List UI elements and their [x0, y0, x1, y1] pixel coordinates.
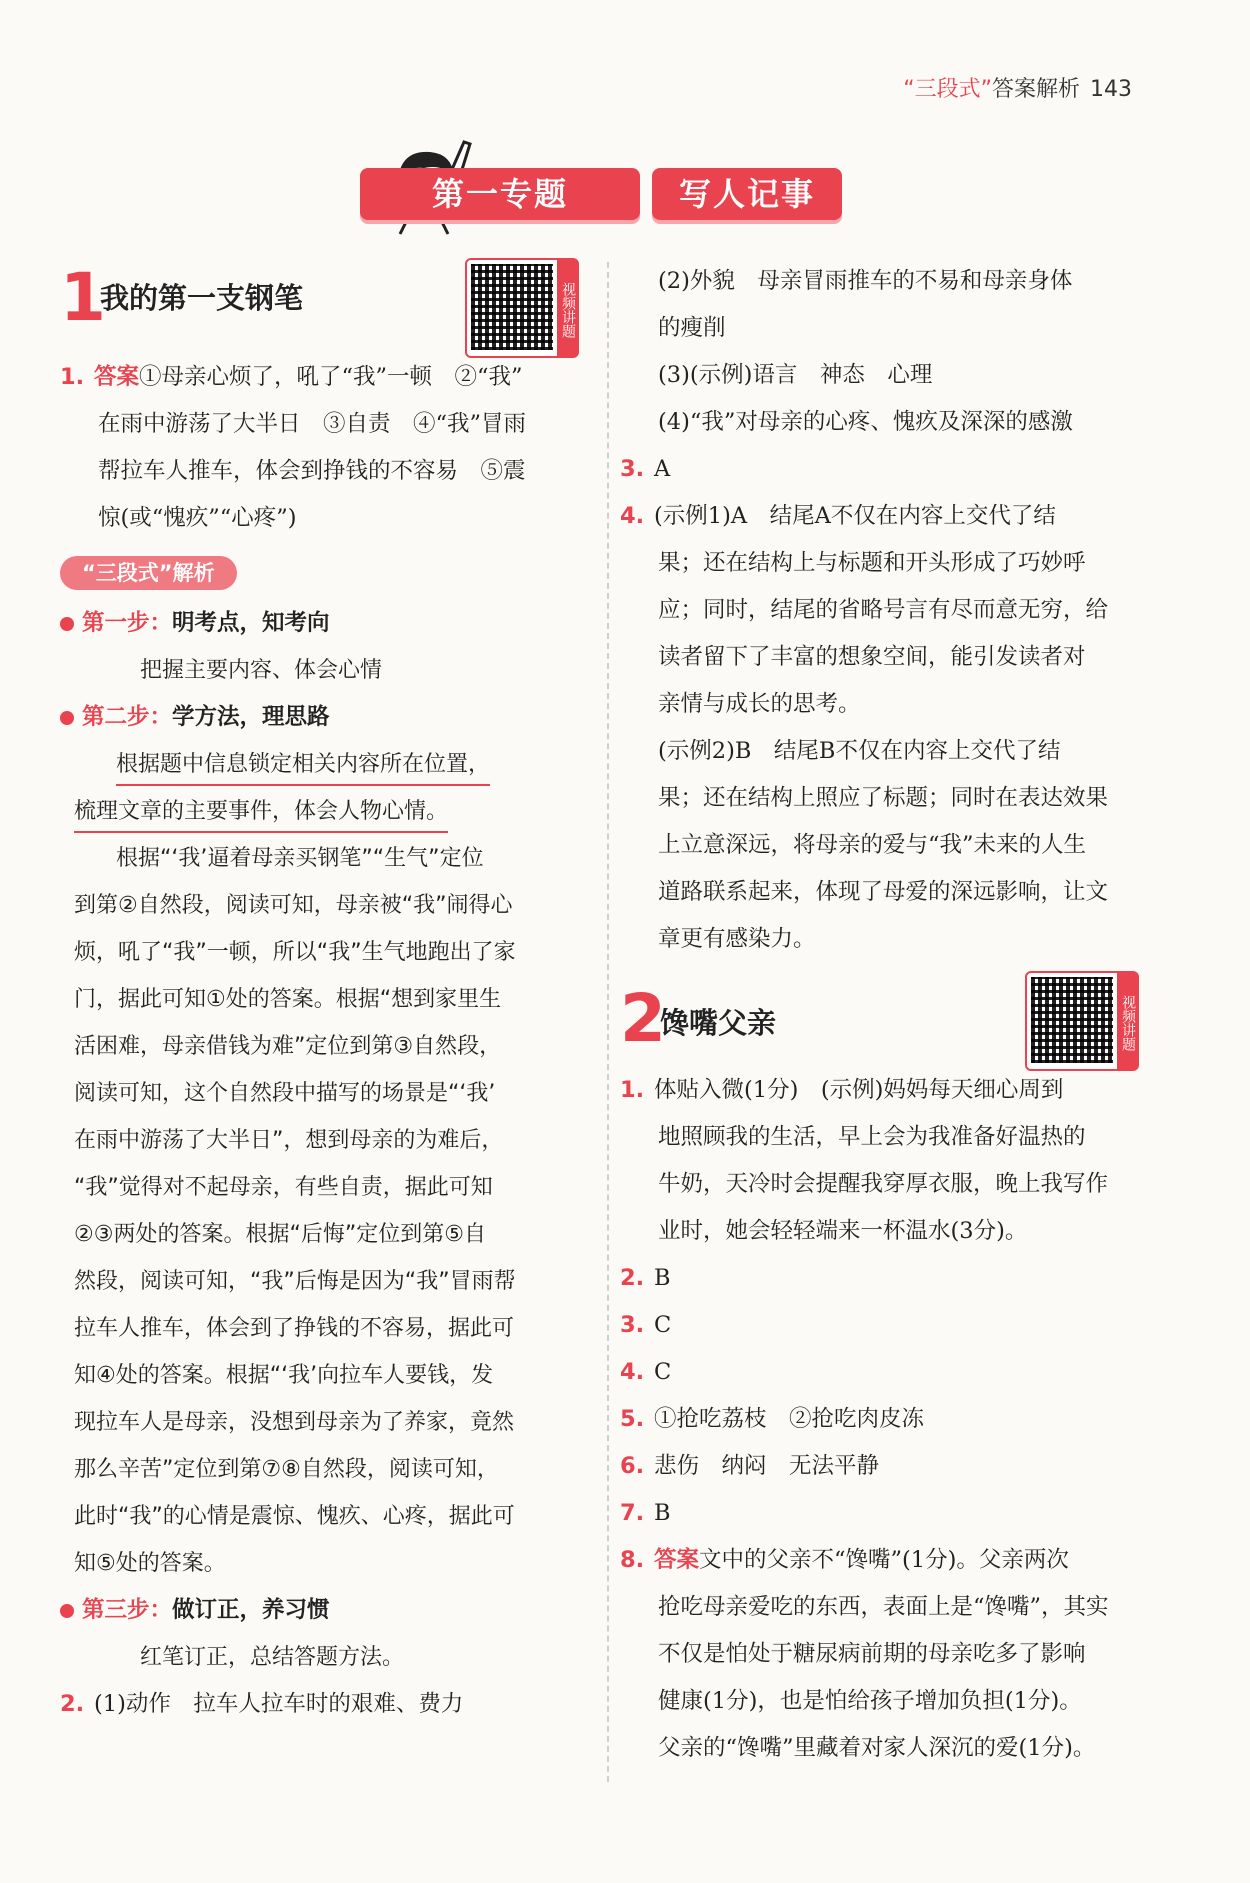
s2-q2: 2. B	[620, 1265, 671, 1291]
q2-cont-line: (4)“我”对母亲的心疼、愧疚及深深的感激	[658, 409, 1073, 435]
analysis-line: 知④处的答案。根据“‘我’向拉车人要钱，发	[74, 1363, 494, 1388]
analysis-line: 烦，吼了“我”一顿，所以“我”生气地跑出了家	[74, 940, 516, 965]
s2-q3: 3. C	[620, 1312, 672, 1338]
q4-line: (示例2)B 结尾B不仅在内容上交代了结	[658, 738, 1061, 764]
s2-q8-line: 不仅是怕处于糖尿病前期的母亲吃多了影响	[658, 1641, 1086, 1667]
jiexi-badge: “三段式”解析	[60, 556, 237, 590]
qr-icon	[1031, 977, 1113, 1063]
s2-q4: 4. C	[620, 1359, 672, 1385]
banner-left: 第一专题	[360, 168, 640, 220]
bullet-icon	[60, 711, 74, 725]
section-2-title: 馋嘴父亲	[660, 1006, 777, 1040]
qr-code-1[interactable]	[465, 258, 579, 358]
q4-line: 亲情与成长的思考。	[658, 691, 861, 717]
answer-label: 答案	[654, 1547, 700, 1573]
qr-tag: 视频讲题	[1117, 973, 1137, 1069]
analysis-line: 根据“‘我’逼着母亲买钢笔”“生气”定位	[116, 846, 484, 871]
s1-q1-line: 惊(或“愧疚”“心疼”)	[98, 505, 297, 531]
step-1: 第一步：明考点，知考向	[60, 600, 590, 647]
step-3: 第三步：做订正，养习惯	[60, 1587, 590, 1634]
s1-q1-line: 帮拉车人推车，体会到挣钱的不容易 ⑤震	[98, 458, 526, 484]
page-number: 143	[1090, 77, 1132, 102]
q4-line: 果；还在结构上与标题和开头形成了巧妙呼	[658, 550, 1086, 576]
step-2-method: 根据题中信息锁定相关内容所在位置，	[60, 741, 590, 788]
banner-right: 写人记事	[652, 168, 842, 220]
left-column	[60, 258, 590, 1728]
bullet-icon	[60, 617, 74, 631]
s1-q2-line-1: 2. (1)动作 拉车人拉车时的艰难、费力	[60, 1691, 464, 1717]
header-label: 答案解析	[991, 77, 1080, 102]
s2-q8-line: 健康(1分)，也是怕给孩子增加负担(1分)。	[658, 1688, 1082, 1714]
qr-code-2[interactable]	[1025, 971, 1139, 1071]
q2-cont-line: 的瘦削	[658, 315, 726, 341]
analysis-line: 活困难，母亲借钱为难”定位到第③自然段，	[74, 1034, 502, 1059]
page-header	[903, 72, 1132, 103]
header-brand: “三段式”	[903, 77, 992, 102]
analysis-line: 现拉车人是母亲，没想到母亲为了养家，竟然	[74, 1410, 515, 1435]
s2-q8-line: 抢吃母亲爱吃的东西，表面上是“馋嘴”，其实	[658, 1594, 1109, 1620]
topic-banner	[360, 168, 845, 224]
q2-cont-line: (2)外貌 母亲冒雨推车的不易和母亲身体	[658, 268, 1073, 294]
s2-q1-line: 地照顾我的生活，早上会为我准备好温热的	[658, 1124, 1086, 1150]
q2-cont-line: (3)(示例)语言 神态 心理	[658, 362, 933, 388]
s2-q8-line: 父亲的“馋嘴”里藏着对家人深沉的爱(1分)。	[658, 1735, 1096, 1761]
step-2-method: 梳理文章的主要事件，体会人物心情。	[60, 788, 590, 835]
q4-line: 读者留下了丰富的想象空间，能引发读者对	[658, 644, 1086, 670]
analysis-line: 那么辛苦”定位到第⑦⑧自然段，阅读可知，	[74, 1457, 499, 1482]
section-1-title: 我的第一支钢笔	[100, 281, 304, 315]
step-3-content: 红笔订正，总结答题方法。	[140, 1645, 405, 1670]
analysis-line: 知⑤处的答案。	[74, 1551, 226, 1576]
analysis-line: 此时“我”的心情是震惊、愧疚、心疼，据此可	[74, 1504, 515, 1529]
s2-q8-line-1: 8. 答案文中的父亲不“馋嘴”(1分)。父亲两次	[620, 1547, 1069, 1573]
section-2-number: 2	[620, 980, 666, 1057]
s2-q1-line: 牛奶，天冷时会提醒我穿厚衣服，晚上我写作	[658, 1171, 1109, 1197]
analysis-line: 阅读可知，这个自然段中描写的场景是“‘我’	[74, 1081, 496, 1106]
qr-icon	[471, 264, 553, 350]
analysis-line: 到第②自然段，阅读可知，母亲被“我”闹得心	[74, 893, 513, 918]
q4-line: 果；还在结构上照应了标题；同时在表达效果	[658, 785, 1109, 811]
section-1-number: 1	[60, 259, 106, 336]
s2-q6: 6. 悲伤 纳闷 无法平静	[620, 1453, 880, 1479]
q3-line: 3. A	[620, 456, 671, 482]
q4-line-1: 4. (示例1)A 结尾A不仅在内容上交代了结	[620, 503, 1056, 529]
section-1-header	[60, 258, 590, 354]
analysis-line: 然段，阅读可知，“我”后悔是因为“我”冒雨帮	[74, 1269, 516, 1294]
bullet-icon	[60, 1604, 74, 1618]
step-2: 第二步：学方法，理思路	[60, 694, 590, 741]
s2-q7: 7. B	[620, 1500, 671, 1526]
right-column	[620, 258, 1150, 1772]
step-1-content: 把握主要内容、体会心情	[140, 658, 383, 683]
q4-line: 上立意深远，将母亲的爱与“我”未来的人生	[658, 832, 1087, 858]
q4-line: 应；同时，结尾的省略号言有尽而意无穷，给	[658, 597, 1109, 623]
analysis-line: “我”觉得对不起母亲，有些自责，据此可知	[74, 1175, 493, 1200]
s2-q1-line: 业时，她会轻轻端来一杯温水(3分)。	[658, 1218, 1028, 1244]
s1-q1-line: 在雨中游荡了大半日 ③自责 ④“我”冒雨	[98, 411, 527, 437]
analysis-line: 拉车人推车，体会到了挣钱的不容易，据此可	[74, 1316, 515, 1341]
analysis-line: 在雨中游荡了大半日”，想到母亲的为难后，	[74, 1128, 504, 1153]
analysis-line: ②③两处的答案。根据“后悔”定位到第⑤自	[74, 1222, 486, 1247]
q4-line: 道路联系起来，体现了母爱的深远影响，让文	[658, 879, 1109, 905]
answer-label: 答案	[94, 364, 140, 390]
column-divider	[607, 262, 609, 1782]
analysis-line: 门，据此可知①处的答案。根据“想到家里生	[74, 987, 502, 1012]
s1-q1-line-1: 1. 答案①母亲心烦了，吼了“我”一顿 ②“我”	[60, 364, 523, 390]
q4-line: 章更有感染力。	[658, 926, 816, 952]
s2-q1-line-1: 1. 体贴入微(1分) (示例)妈妈每天细心周到	[620, 1077, 1064, 1103]
s2-q5: 5. ①抢吃荔枝 ②抢吃肉皮冻	[620, 1406, 925, 1432]
section-2-header	[620, 971, 1150, 1067]
qr-tag: 视频讲题	[557, 260, 577, 356]
